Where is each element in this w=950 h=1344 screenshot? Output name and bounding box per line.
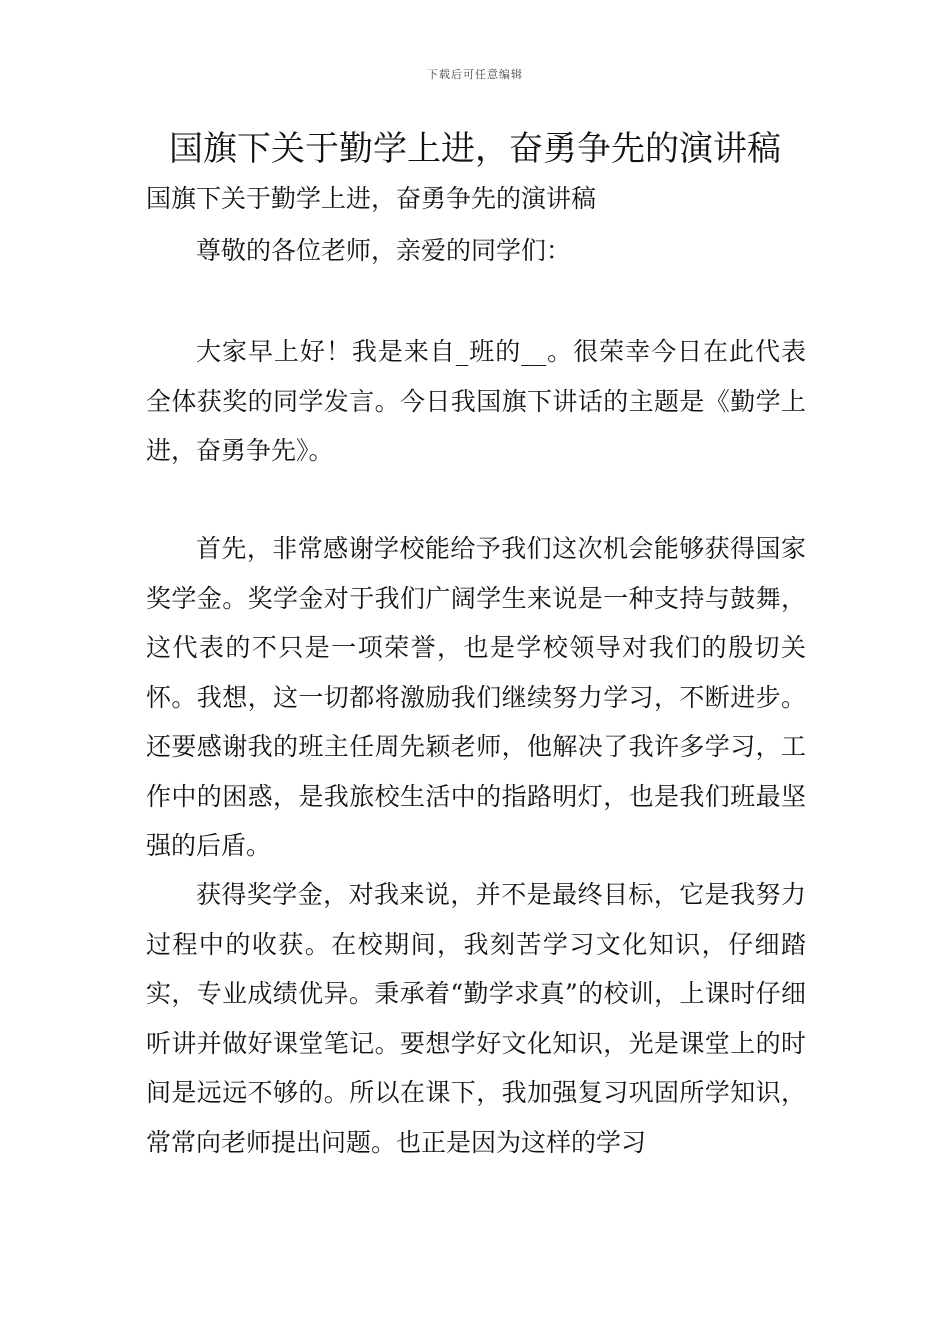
- document-subtitle: 国旗下关于勤学上进，奋勇争先的演讲稿: [146, 184, 597, 213]
- header-note: 下载后可任意编辑: [427, 68, 523, 81]
- paragraph-thanks: 首先，非常感谢学校能给予我们这次机会能够获得国家奖学金。奖学金对于我们广阔学生来说是一种支持与鼓舞，这代表的不只是一项荣誉，也是学校领导对我们的殷切关怀。我想，这一切都将激励我们继续努力学习，不断进步。还要感谢我的班主任周先颖老师，他解决了我许多学习，工作中的困惑，是我旅校生活中的指路明灯，也是我们班最坚强的后盾。: [146, 534, 806, 860]
- salutation: 尊敬的各位老师，亲爱的同学们：: [196, 236, 572, 265]
- paragraph-study: 获得奖学金，对我来说，并不是最终目标，它是我努力过程中的收获。在校期间，我刻苦学习文化知识，仔细踏实，专业成绩优异。秉承着“勤学求真”的校训，上课时仔细听讲并做好课堂笔记。要想学好文化知识，光是课堂上的时间是远远不够的。所以在课下，我加强复习巩固所学知识，常常向老师提出问题。也正是因为这样的学习: [146, 880, 806, 1157]
- paragraph-greeting: 大家早上好！我是来自_班的__。很荣幸今日在此代表全体获奖的同学发言。今日我国旗下讲话的主题是《勤学上进，奋勇争先》。: [146, 337, 806, 465]
- document-title: 国旗下关于勤学上进，奋勇争先的演讲稿: [169, 129, 781, 169]
